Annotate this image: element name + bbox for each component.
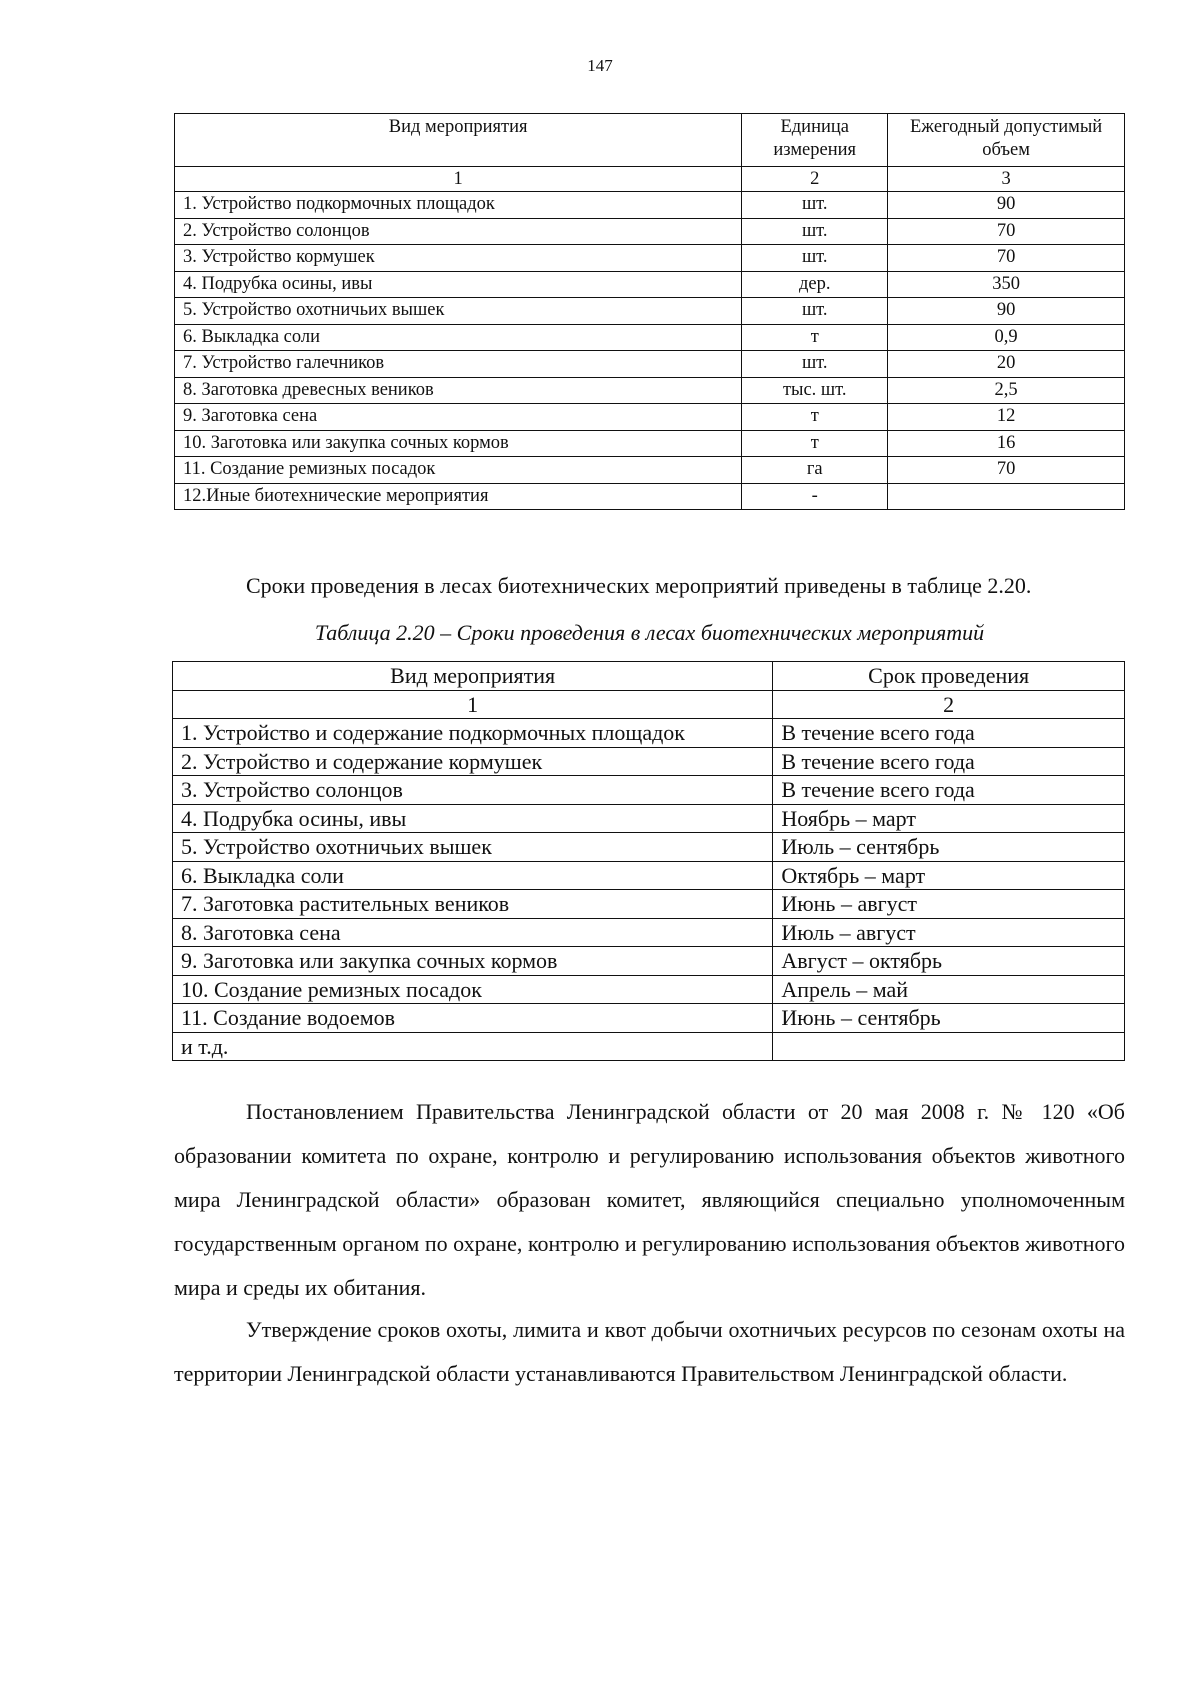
cell-activity: 5. Устройство охотничьих вышек — [175, 298, 742, 325]
cell-activity: 3. Устройство кормушек — [175, 245, 742, 272]
table-row — [175, 377, 1125, 404]
table-row — [175, 298, 1125, 325]
cell-unit: тыс. шт. — [742, 377, 888, 404]
cell-activity: 8. Заготовка древесных веников — [175, 377, 742, 404]
column-header: Срок проведения — [773, 662, 1125, 691]
table-row — [175, 483, 1125, 510]
cell-volume — [888, 483, 1125, 510]
cell-period: Апрель – май — [773, 975, 1125, 1004]
table-row — [173, 861, 1125, 890]
cell-activity: 11. Создание ремизных посадок — [175, 457, 742, 484]
cell-volume: 20 — [888, 351, 1125, 378]
cell-unit: шт. — [742, 218, 888, 245]
table-row — [175, 457, 1125, 484]
cell-activity: 2. Устройство солонцов — [175, 218, 742, 245]
column-number: 2 — [742, 167, 888, 192]
table-row — [173, 975, 1125, 1004]
table-row — [173, 890, 1125, 919]
cell-volume: 90 — [888, 298, 1125, 325]
cell-activity: 1. Устройство подкормочных площадок — [175, 192, 742, 219]
cell-period — [773, 1032, 1125, 1061]
cell-unit: дер. — [742, 271, 888, 298]
cell-unit: т — [742, 430, 888, 457]
table-header-row — [173, 662, 1125, 691]
body-paragraph: Постановлением Правительства Ленинградской области от 20 мая 2008 г. № 120 «Об образовании комитета по охране, контролю и регулированию использования объектов животного мира Ленинградской области» образован комитет, являющийся специально уполномоченным государственным органом по охране, контролю и регулированию использования объектов животного мира и среды их обитания. — [174, 1099, 1125, 1300]
biotech-volume-table — [174, 113, 1125, 510]
intro-text: Сроки проведения в лесах биотехнических мероприятий приведены в таблице 2.20. — [246, 573, 1032, 598]
cell-activity: 6. Выкладка соли — [175, 324, 742, 351]
column-number: 1 — [175, 167, 742, 192]
cell-period: Август – октябрь — [773, 947, 1125, 976]
table-row — [175, 324, 1125, 351]
cell-volume: 2,5 — [888, 377, 1125, 404]
body-paragraph: Утверждение сроков охоты, лимита и квот добычи охотничьих ресурсов по сезонам охоты на территории Ленинградской области устанавливаются Правительством Ленинградской области. — [174, 1317, 1125, 1386]
cell-activity: 12.Иные биотехнические мероприятия — [175, 483, 742, 510]
column-number: 2 — [773, 691, 1125, 719]
cell-period: В течение всего года — [773, 719, 1125, 748]
cell-unit: шт. — [742, 245, 888, 272]
cell-period: Октябрь – март — [773, 861, 1125, 890]
cell-period: Июнь – сентябрь — [773, 1004, 1125, 1033]
table-row — [173, 804, 1125, 833]
cell-activity: 7. Устройство галечников — [175, 351, 742, 378]
table-caption: Таблица 2.20 – Сроки проведения в лесах биотехнических мероприятий — [314, 620, 985, 645]
table-row — [175, 271, 1125, 298]
cell-unit: шт. — [742, 351, 888, 378]
cell-period: Ноябрь – март — [773, 804, 1125, 833]
table-header-row — [175, 114, 1125, 167]
cell-activity: 7. Заготовка растительных веников — [173, 890, 773, 919]
cell-activity: 4. Подрубка осины, ивы — [173, 804, 773, 833]
cell-activity: 11. Создание водоемов — [173, 1004, 773, 1033]
table-row — [173, 747, 1125, 776]
cell-activity: 5. Устройство охотничьих вышек — [173, 833, 773, 862]
cell-activity: 10. Заготовка или закупка сочных кормов — [175, 430, 742, 457]
cell-period: Июль – сентябрь — [773, 833, 1125, 862]
table-row — [173, 1004, 1125, 1033]
table-row — [175, 245, 1125, 272]
biotech-schedule-table — [172, 661, 1125, 1061]
table-row — [175, 351, 1125, 378]
cell-unit: шт. — [742, 192, 888, 219]
table-row — [173, 918, 1125, 947]
cell-activity: 2. Устройство и содержание кормушек — [173, 747, 773, 776]
cell-volume: 16 — [888, 430, 1125, 457]
cell-activity: 4. Подрубка осины, ивы — [175, 271, 742, 298]
cell-volume: 12 — [888, 404, 1125, 431]
table-row — [173, 719, 1125, 748]
cell-activity: 9. Заготовка или закупка сочных кормов — [173, 947, 773, 976]
column-number-row — [173, 691, 1125, 719]
cell-volume: 350 — [888, 271, 1125, 298]
cell-period: Июль – август — [773, 918, 1125, 947]
cell-unit: шт. — [742, 298, 888, 325]
cell-activity: 8. Заготовка сена — [173, 918, 773, 947]
cell-volume: 70 — [888, 245, 1125, 272]
column-number: 1 — [173, 691, 773, 719]
table-row — [173, 833, 1125, 862]
cell-activity: 3. Устройство солонцов — [173, 776, 773, 805]
page-number: 147 — [587, 56, 613, 75]
cell-activity: 1. Устройство и содержание подкормочных площадок — [173, 719, 773, 748]
cell-activity: 10. Создание ремизных посадок — [173, 975, 773, 1004]
cell-unit: га — [742, 457, 888, 484]
cell-unit: - — [742, 483, 888, 510]
table-row — [173, 1032, 1125, 1061]
column-header: Единица измерения — [742, 114, 888, 167]
table-row — [175, 404, 1125, 431]
cell-volume: 70 — [888, 218, 1125, 245]
column-number-row — [175, 167, 1125, 192]
column-number: 3 — [888, 167, 1125, 192]
cell-volume: 70 — [888, 457, 1125, 484]
table-row — [175, 430, 1125, 457]
column-header: Вид мероприятия — [175, 114, 742, 167]
cell-period: В течение всего года — [773, 747, 1125, 776]
cell-volume: 0,9 — [888, 324, 1125, 351]
column-header: Вид мероприятия — [173, 662, 773, 691]
table-row — [175, 218, 1125, 245]
cell-unit: т — [742, 324, 888, 351]
table-row — [173, 776, 1125, 805]
cell-period: Июнь – август — [773, 890, 1125, 919]
table-row — [173, 947, 1125, 976]
cell-activity: и т.д. — [173, 1032, 773, 1061]
cell-volume: 90 — [888, 192, 1125, 219]
cell-unit: т — [742, 404, 888, 431]
cell-period: В течение всего года — [773, 776, 1125, 805]
cell-activity: 9. Заготовка сена — [175, 404, 742, 431]
table-row — [175, 192, 1125, 219]
column-header: Ежегодный допустимый объем — [888, 114, 1125, 167]
cell-activity: 6. Выкладка соли — [173, 861, 773, 890]
